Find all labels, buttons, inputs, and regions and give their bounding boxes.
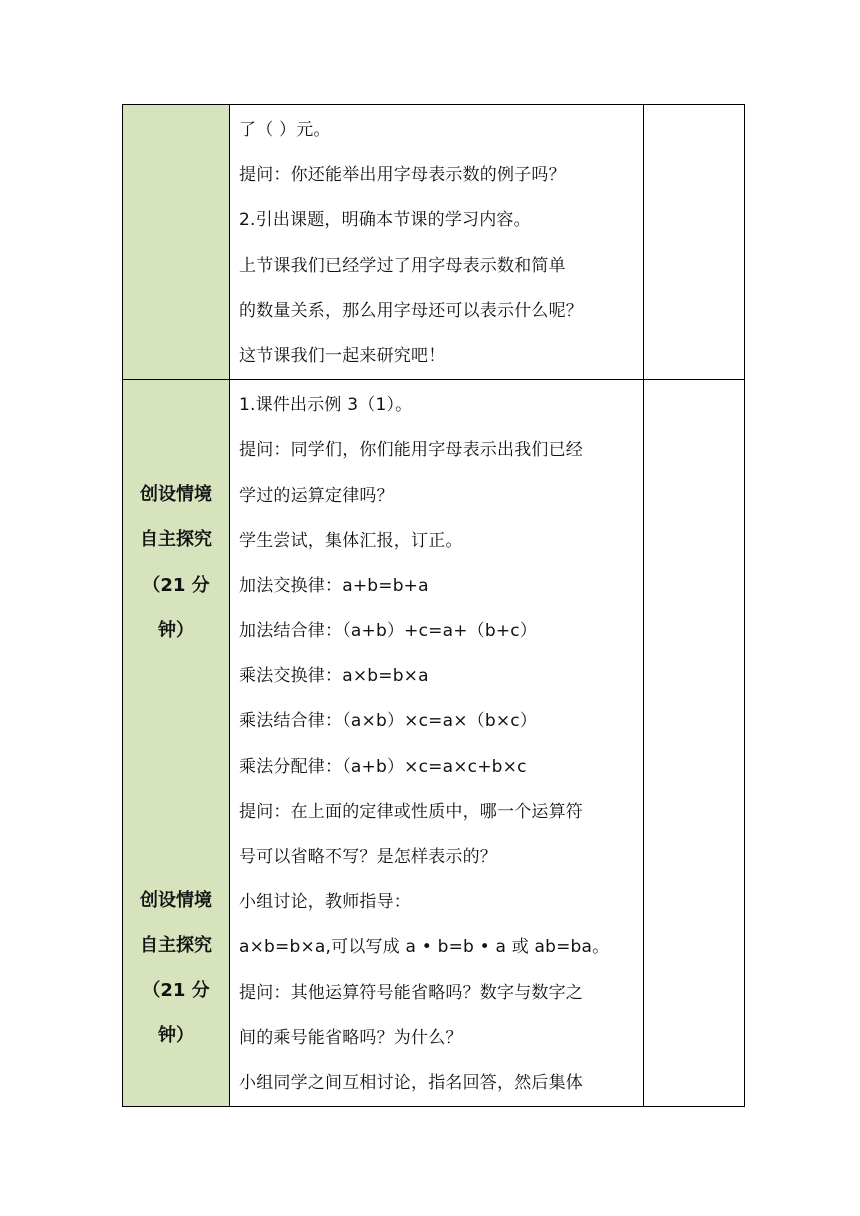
text-line: 提问：同学们，你们能用字母表示出我们已经 xyxy=(239,440,583,461)
content-cell-intro xyxy=(230,105,644,380)
stage-label-line: （21 分 xyxy=(142,574,210,596)
text-line: 这节课我们一起来研究吧！ xyxy=(239,345,446,366)
stage-label-line: 创设情境 xyxy=(140,484,212,506)
text-line: 小组讨论，教师指导： xyxy=(239,892,411,913)
stage-label-repeat xyxy=(123,878,229,1059)
stage-label-line: 自主探究 xyxy=(140,935,212,957)
text-line: 学生尝试，集体汇报，订正。 xyxy=(239,530,463,551)
stage-label xyxy=(123,472,229,653)
text-line: 了（ ）元。 xyxy=(239,120,331,140)
text-line: 提问：其他运算符号能省略吗？数字与数字之 xyxy=(239,982,583,1003)
notes-cell xyxy=(644,380,745,1107)
stage-label-line: 钟） xyxy=(158,619,194,641)
text-line: 乘法结合律：（a×b）×c=a×（b×c） xyxy=(239,711,538,732)
content-cell-explore xyxy=(230,380,644,1107)
text-line: 1.课件出示例 3（1）。 xyxy=(239,395,413,416)
table-row-intro xyxy=(123,105,745,380)
text-line: 上节课我们已经学过了用字母表示数和简单 xyxy=(239,255,566,276)
lesson-plan-table xyxy=(122,104,745,1107)
content-lines xyxy=(230,380,643,1106)
text-line: 加法结合律：（a+b）+c=a+（b+c） xyxy=(239,621,538,642)
stage-label-line: 创设情境 xyxy=(140,889,212,911)
notes-cell xyxy=(644,105,745,380)
side-label-cell xyxy=(123,380,230,1107)
side-label-cell-empty xyxy=(123,105,230,380)
stage-label-line: 自主探究 xyxy=(140,529,212,551)
text-line: 小组同学之间互相讨论，指名回答，然后集体 xyxy=(239,1072,583,1093)
text-line: 号可以省略不写？是怎样表示的？ xyxy=(239,847,497,867)
text-line: 提问：在上面的定律或性质中，哪一个运算符 xyxy=(239,801,583,822)
text-line: 乘法分配律：（a+b）×c=a×c+b×c xyxy=(239,756,527,777)
text-line: 提问：你还能举出用字母表示数的例子吗？ xyxy=(239,165,566,186)
text-line: 乘法交换律：a×b=b×a xyxy=(239,666,429,687)
text-line: 间的乘号能省略吗？为什么？ xyxy=(239,1027,463,1048)
text-line: 的数量关系，那么用字母还可以表示什么呢？ xyxy=(239,300,583,321)
content-lines xyxy=(230,105,643,379)
stage-label-line: （21 分 xyxy=(142,980,210,1002)
table-row-explore xyxy=(123,380,745,1107)
text-line: a×b=b×a,可以写成 a • b=b • a 或 ab=ba。 xyxy=(239,937,610,958)
text-line: 学过的运算定律吗？ xyxy=(239,485,394,506)
text-line: 加法交换律：a+b=b+a xyxy=(239,575,429,596)
text-line: 2.引出课题，明确本节课的学习内容。 xyxy=(239,210,531,231)
stage-label-line: 钟） xyxy=(158,1025,194,1047)
